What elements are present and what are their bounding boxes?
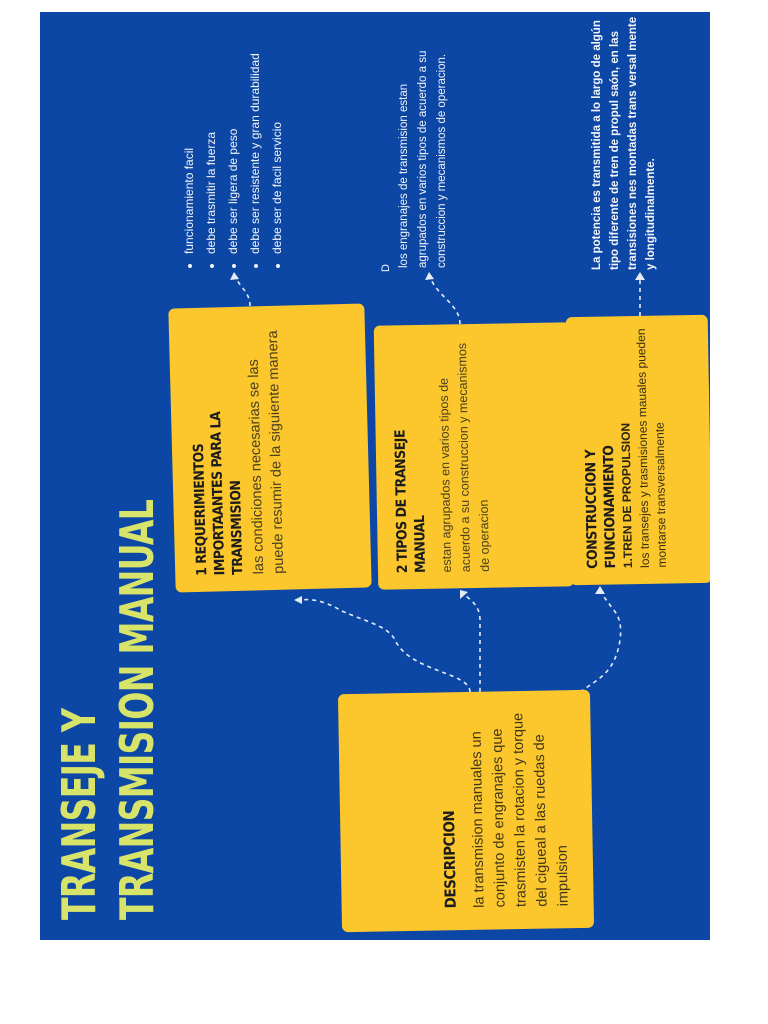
list-item: • debe ser resistente y gran durabilidad — [244, 12, 266, 254]
requerimientos-card — [168, 303, 371, 592]
tipos-heading: 2 TIPOS DE TRANSEJE MANUAL — [392, 429, 430, 574]
construccion-card — [566, 315, 710, 585]
descripcion-body: la transmision manuales un conjunto de engranajes que trasmisten la rotacion y torque del cigueal a las ruedas de impulsion — [468, 712, 572, 908]
tipos-marker: D — [380, 264, 392, 272]
list-item: • funcionamiento facil — [178, 12, 200, 254]
construccion-note: La potencia es transmitida a lo largo de algún tipo diferente de tren de propul saón, en las transisiones nes montadas trans versal mente y longitudinalmente. — [591, 16, 657, 270]
title-line-1: TRANSEJE Y — [52, 708, 106, 920]
mindmap-canvas — [40, 12, 710, 940]
requerimientos-heading: 1 REQUERIMIENTOS IMPORTAANTES PARA LA TRANSMISION — [190, 411, 247, 577]
arrowhead-construccion-note — [635, 272, 645, 280]
arrowhead-tipos-note — [425, 272, 434, 280]
requerimientos-body: las condiciones necesarias se las puede resumir de la siguiente manera — [245, 330, 288, 575]
list-item: • debe ser de facil servicio — [266, 12, 288, 254]
connector-desc-to-construccion — [580, 590, 621, 692]
construccion-subheading: 1.TREN DE PROPULSION — [618, 422, 636, 569]
list-item: • debe ser ligera de peso — [222, 12, 244, 254]
mindmap-poster — [40, 12, 710, 940]
connector-desc-to-tipos — [465, 595, 480, 692]
connector-requerimientos-to-list — [235, 276, 250, 306]
descripcion-heading: DESCRIPCION — [439, 810, 460, 909]
construccion-body: los transejes y trasmisiones mauales pueden montarse transversalmente — [633, 328, 670, 569]
arrowhead-list — [230, 272, 239, 280]
title-line-2: TRANSMISION MANUAL — [110, 499, 164, 920]
connector-desc-to-requerimientos — [302, 600, 470, 692]
arrowhead-requerimientos — [294, 596, 302, 604]
list-item: • debe trasmitir la fuerza — [200, 12, 222, 254]
connector-tipos-to-note — [430, 276, 460, 324]
tipos-card — [374, 322, 575, 589]
construccion-heading: CONSTRUCCION Y FUNCIONAMIENTO — [582, 445, 620, 569]
arrowhead-construccion — [595, 586, 605, 594]
requerimientos-list — [178, 12, 288, 268]
tipos-note: los engranajes de transmision estan agrupados en varios tipos de acuerdo a su construccion y mecanismos de operacion. — [398, 50, 448, 268]
descripcion-card — [338, 690, 594, 932]
tipos-body: estan agrupados en varios tipos de acuerdo a su construccion y mecanismos de operacion — [436, 342, 493, 573]
